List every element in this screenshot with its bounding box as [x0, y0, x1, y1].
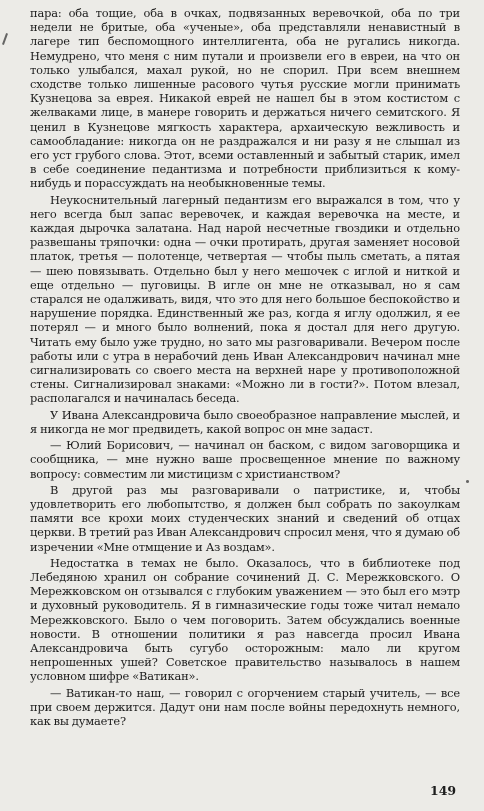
paragraph: У Ивана Александровича было своеобразное направление мыслей, и я никогда не мог предвидеть, какой вопрос он мне задаст. [30, 407, 460, 436]
paragraph: В другой раз мы разговаривали о патристике, и, чтобы удовлетворить его любопытство, я должен был собрать по закоулкам памяти все крохи моих студенческих знаний и сведений об отцах церкви. В третий раз Иван Александрович спросил меня, что я думаю об изречении «Мне отмщение и Аз воздам». [30, 482, 460, 554]
paragraph-continuation: пара: оба тощие, оба в очках, подвязанных веревочкой, оба по три недели не бритые, оба «ученые», оба представляли ненавистный в лагере тип беспомощного интеллигента, оба не ругались никогда. Немудрено, что меня с ним путали и произвели его в евреи, на что он только улыбался, махал рукой, но не спорил. При всем внешнем сходстве только лишенные расового чутья русские могли принимать Кузнецова за еврея. Никакой еврей не нашел бы в этом костистом с желваками лице, в манере говорить и держаться ничего семитского. Я ценил в Кузнецове мягкость характера, архаическую вежливость и самообладание: никогда он не раздражался и ни разу я не слышал из его уст грубого слова. Этот, всеми оставленный и забытый старик, имел в себе соединение педантизма и потребности приблизиться к кому-нибудь и порассуждать на необыкновенные темы. [30, 6, 460, 191]
margin-mark [2, 33, 8, 45]
page-number: 149 [430, 783, 457, 798]
paragraph: — Юлий Борисович, — начинал он баском, с видом заговорщика и сообщника, — мне нужно ваше просвещенное мнение по важному вопросу: совместим ли мистицизм с христианством? [30, 438, 460, 481]
paragraph: Недостатка в темах не было. Оказалось, что в библиотеке под Лебедяною хранил он собрание сочинений Д. С. Мережковского. О Мережковском он отзывался с глубоким уважением — это был его мэтр и духовный руководитель. Я в гимназические годы тоже читал немало Мережковского. Было о чем поговорить. Затем обсуждались военные новости. В отношении политики я раз навсегда просил Ивана Александровича быть сугубо осторожным: мало ли кругом непрошенных ушей? Советское правительство называлось в нашем условном шифре «Ватикан». [30, 555, 460, 684]
page-text [30, 6, 460, 728]
paragraph: Неукоснительный лагерный педантизм его выражался в том, что у него всегда был запас веревочек, и каждая веревочка на месте, и каждая дырочка залатана. Над нарой несчетные гвоздики и отдельно развешаны тряпочки: одна — очки протирать, другая заменяет носовой платок, третья — полотенце, четвертая — чтобы пыль сметать, а пятая — шею повязывать. Отдельно был у него мешочек с иглой и ниткой и еще отдельно — пуговицы. В игле он мне не отказывал, но я сам старался не одалживать, видя, что это для него большое беспокойство и нарушение порядка. Единственный же раз, когда я иглу одолжил, я ее потерял — и много было волнений, пока я достал для него другую. Читать ему было уже трудно, но зато мы разговаривали. Вечером после работы или с утра в нерабочий день Иван Александрович начинал мне сигнализировать со своего места на верхней наре у противоположной стены. Сигнализировал знаками: «Можно ли в гости?». Потом влезал, располагался и начиналась беседа. [30, 192, 460, 406]
paragraph: — Ватикан-то наш, — говорил с огорчением старый учитель, — все при своем держится. Дадут они нам после войны передохнуть немного, как вы думаете? [30, 685, 460, 728]
margin-dot [466, 480, 469, 483]
